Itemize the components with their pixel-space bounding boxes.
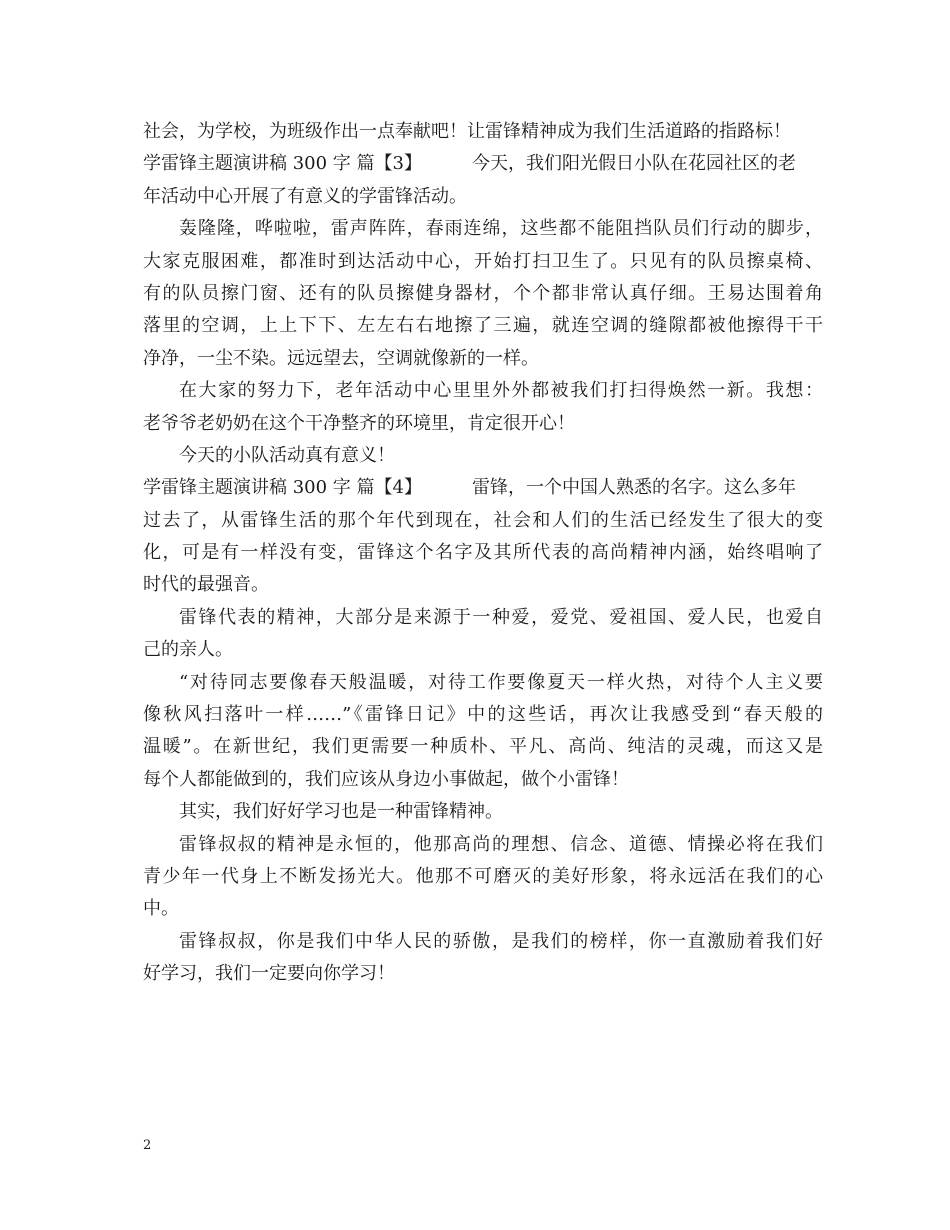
paragraph-line: [143, 181, 823, 213]
paragraph-line: [143, 569, 823, 601]
paragraph-line: [143, 764, 823, 796]
line-text: 雷锋叔叔的精神是永恒的，他那高尚的理想、信念、道德、情操必将在我们: [179, 833, 823, 855]
line-text: 轰隆隆，哗啦啦，雷声阵阵，春雨连绵，这些都不能阻挡队员们行动的脚步，: [179, 218, 823, 240]
paragraph-line: [143, 408, 823, 440]
paragraph-line: [143, 310, 823, 342]
line-text: 像秋风扫落叶一样……”《雷锋日记》中的这些话，再次让我感受到“春天般的: [143, 704, 823, 726]
paragraph-line: [143, 278, 823, 310]
paragraph-line: [143, 375, 823, 407]
line-text: 好学习，我们一定要向你学习！: [143, 963, 395, 985]
paragraph-line: [143, 893, 823, 925]
page-number: 2: [143, 1138, 152, 1153]
line-text: 年活动中心开展了有意义的学雷锋活动。: [143, 185, 467, 207]
line-text: 雷锋代表的精神，大部分是来源于一种爱，爱党、爱祖国、爱人民，也爱自: [179, 606, 823, 628]
paragraph-line: [143, 116, 823, 148]
document-body: [143, 116, 823, 991]
section-heading-line: [143, 472, 823, 504]
section-heading-line: [143, 148, 823, 180]
section-heading: 学雷锋主题演讲稿 300 字 篇【3】: [143, 153, 422, 175]
paragraph-line: [143, 796, 823, 828]
line-text: 今天的小队活动真有意义！: [179, 444, 395, 466]
paragraph-line: [143, 537, 823, 569]
line-text: 青少年一代身上不断发扬光大。他那不可磨灭的美好形象，将永远活在我们的心: [143, 865, 823, 887]
line-text: 时代的最强音。: [143, 574, 269, 596]
line-text: 大家克服困难，都准时到达活动中心，开始打扫卫生了。只见有的队员擦桌椅、: [143, 250, 823, 272]
line-text: 化，可是有一样没有变，雷锋这个名字及其所代表的高尚精神内涵，始终唱响了: [143, 542, 823, 564]
paragraph-line: [143, 440, 823, 472]
line-text: 温暖”。在新世纪，我们更需要一种质朴、平凡、高尚、纯洁的灵魂，而这又是: [143, 736, 823, 758]
paragraph-line: [143, 699, 823, 731]
line-text: 社会，为学校，为班级作出一点奉献吧！让雷锋精神成为我们生活道路的指路标！: [143, 121, 791, 142]
line-text: 老爷爷老奶奶在这个干净整齐的环境里，肯定很开心！: [143, 412, 575, 434]
paragraph-line: [143, 602, 823, 634]
line-text: “对待同志要像春天般温暖，对待工作要像夏天一样火热，对待个人主义要: [179, 671, 823, 693]
line-text: 在大家的努力下，老年活动中心里里外外都被我们打扫得焕然一新。我想：: [179, 380, 823, 402]
line-text: 今天，我们阳光假日小队在花园社区的老: [471, 153, 796, 175]
paragraph-line: [143, 505, 823, 537]
paragraph-line: [143, 958, 823, 990]
line-text: 净净，一尘不染。远远望去，空调就像新的一样。: [143, 347, 539, 369]
paragraph-line: [143, 861, 823, 893]
line-text: 己的亲人。: [143, 639, 233, 661]
line-text: 雷锋，一个中国人熟悉的名字。这么多年: [471, 477, 796, 499]
paragraph-line: [143, 731, 823, 763]
section-heading: 学雷锋主题演讲稿 300 字 篇【4】: [143, 477, 422, 499]
line-text: 雷锋叔叔，你是我们中华人民的骄傲，是我们的榜样，你一直激励着我们好: [179, 930, 823, 952]
paragraph-line: [143, 213, 823, 245]
line-text: 其实，我们好好学习也是一种雷锋精神。: [179, 801, 503, 823]
line-text: 过去了，从雷锋生活的那个年代到现在，社会和人们的生活已经发生了很大的变: [143, 509, 823, 531]
line-text: 每个人都能做到的，我们应该从身边小事做起，做个小雷锋！: [143, 768, 629, 790]
line-text: 落里的空调，上上下下、左左右右地擦了三遍，就连空调的缝隙都被他擦得干干: [143, 315, 823, 337]
line-text: 有的队员擦门窗、还有的队员擦健身器材，个个都非常认真仔细。王易达围着角: [143, 282, 823, 304]
paragraph-line: [143, 926, 823, 958]
line-text: 中。: [143, 898, 179, 920]
paragraph-line: [143, 667, 823, 699]
paragraph-line: [143, 343, 823, 375]
paragraph-line: [143, 829, 823, 861]
paragraph-line: [143, 246, 823, 278]
paragraph-line: [143, 634, 823, 666]
